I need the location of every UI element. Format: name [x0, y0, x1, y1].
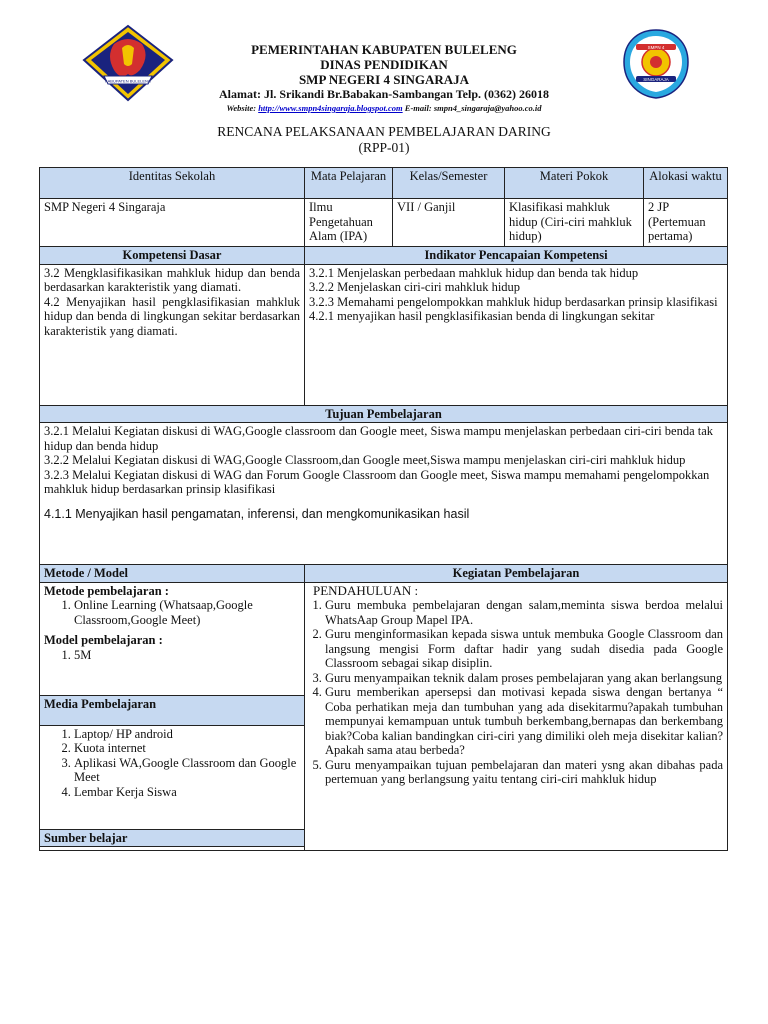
- ipk-item: 3.2.1 Menjelaskan perbedaan mahkluk hidup dan benda tak hidup: [309, 265, 639, 280]
- metode-list: [44, 598, 300, 627]
- tujuan-content-row: [40, 423, 728, 565]
- identity-subject: Ilmu Pengetahuan Alam (IPA): [305, 199, 393, 247]
- identity-header-class: Kelas/Semester: [393, 168, 505, 199]
- model-label: Model pembelajaran :: [44, 633, 163, 647]
- ipk-list: [305, 264, 728, 405]
- email-text: E-mail: smpn4_singaraja@yahoo.co.id: [402, 103, 542, 113]
- model-list: [44, 648, 300, 663]
- letterhead-department: DINAS PENDIDIKAN: [320, 57, 448, 72]
- media-item: 2. Kuota internet: [74, 741, 300, 756]
- letterhead-school: SMP NEGERI 4 SINGARAJA: [298, 72, 470, 87]
- metode-label: Metode pembelajaran :: [44, 583, 169, 598]
- metode-content: [40, 582, 305, 695]
- identity-header-row: [40, 168, 728, 199]
- pendahuluan-label: PENDAHULUAN :: [313, 582, 419, 598]
- kd-header: Kompetensi Dasar: [40, 247, 305, 265]
- letterhead: [150, 42, 618, 114]
- identity-time: 2 JP (Pertemuan pertama): [644, 199, 728, 247]
- kd-item: 4.2 Menyajikan hasil pengklasifikasian mahkluk hidup dan benda di lingkungan sekitar berdasarkan karakteristik yang diamati.: [44, 294, 300, 338]
- document-title: [0, 124, 768, 156]
- media-item: 1. Laptop/ HP android: [74, 727, 300, 742]
- metode-item: 1. Online Learning (Whatsaap,Google Classroom,Google Meet): [74, 598, 300, 627]
- kegiatan-item: 1. Guru membuka pembelajaran dengan salam,meminta siswa berdoa melalui WhatsAap Group Mapel IPA.: [325, 598, 723, 627]
- letterhead-contact: [150, 102, 618, 114]
- ipk-item: 3.2.3 Memahami pengelompokkan mahkluk hidup berdasarkan prinsip klasifikasi: [309, 294, 718, 309]
- identity-topic: Klasifikasi mahkluk hidup (Ciri-ciri mahkluk hidup): [505, 199, 644, 247]
- identity-header-subject: Mata Pelajaran: [305, 168, 393, 199]
- website-label: Website:: [226, 103, 259, 113]
- media-list: [44, 727, 300, 800]
- kd-item: 3.2 Mengklasifikasikan mahkluk hidup dan benda berdasarkan karakteristik yang diamati.: [44, 265, 300, 294]
- letterhead-government: PEMERINTAHAN KABUPATEN BULELENG: [251, 42, 517, 57]
- tujuan-header-row: [40, 405, 728, 423]
- logo-bottom-text: SINGARAJA: [643, 77, 669, 82]
- identity-header-school: Identitas Sekolah: [40, 168, 305, 199]
- sumber-header: Sumber belajar: [40, 829, 305, 847]
- metode-content-row: [40, 582, 728, 695]
- sumber-content: [40, 847, 305, 851]
- rpp-table: [39, 167, 728, 851]
- metode-header: Metode / Model: [40, 565, 305, 583]
- kegiatan-header: Kegiatan Pembelajaran: [305, 565, 728, 583]
- media-item: 4. Lembar Kerja Siswa: [74, 785, 300, 800]
- kegiatan-list: [309, 598, 723, 787]
- kd-list: [40, 264, 305, 405]
- model-item: 1. 5M: [74, 648, 300, 663]
- kegiatan-item: 5. Guru menyampaikan tujuan pembelajaran dan materi ysng akan dibahas pada pertemuan yang berlangsung yaitu tentang ciri-ciri mahkluk hidup: [325, 758, 723, 787]
- letterhead-address: Alamat: Jl. Srikandi Br.Babakan-Sambangan Telp. (0362) 26018: [219, 87, 549, 101]
- kegiatan-content: [305, 582, 728, 851]
- kegiatan-item: 2. Guru menginformasikan kepada siswa untuk membuka Google Classroom dan langsung mengisi Form daftar hadir yang sudah disedia pada Google Classroom sebagai sikap disiplin.: [325, 627, 723, 671]
- media-content: [40, 725, 305, 829]
- tujuan-item: 3.2.2 Melalui Kegiatan diskusi di WAG,Google Classroom,dan Google meet,Siswa mampu menjelaskan ciri-ciri mahkluk hidup: [44, 453, 686, 467]
- identity-class: VII / Ganjil: [393, 199, 505, 247]
- document-title-main: RENCANA PELAKSANAAN PEMBELAJARAN DARING: [217, 124, 551, 139]
- logo-banner-text: KABUPATEN BULELENG: [104, 78, 152, 84]
- website-link[interactable]: http://www.smpn4singaraja.blogspot.com: [258, 103, 403, 113]
- kompetensi-header-row: [40, 247, 728, 265]
- logo-top-text: SMPN 4: [647, 45, 665, 50]
- ipk-item: 4.2.1 menyajikan hasil pengklasifikasian benda di lingkungan sekitar: [309, 309, 655, 323]
- document-title-code: (RPP-01): [358, 140, 410, 155]
- media-header: Media Pembelajaran: [40, 695, 305, 725]
- tujuan-list: [40, 423, 728, 565]
- identity-header-topic: Materi Pokok: [505, 168, 644, 199]
- identity-header-time: Alokasi waktu: [644, 168, 728, 199]
- identity-school: SMP Negeri 4 Singaraja: [40, 199, 305, 247]
- kompetensi-content-row: [40, 264, 728, 405]
- tujuan-extra-item: 4.1.1 Menyajikan hasil pengamatan, inferensi, dan mengkomunikasikan hasil: [44, 506, 470, 521]
- ipk-item: 3.2.2 Menjelaskan ciri-ciri mahkluk hidup: [309, 280, 521, 294]
- kegiatan-item: 4. Guru memberikan apersepsi dan motivasi kepada siswa dengan bertanya “ Coba perhatikan meja dan tumbuhan yang ada disekitarmu?apakah tumbuhan mempunyai kemampuan untuk tumbuh berkembang,bernapas dan berkembang biak?Coba kalian bandingkan ciri-ciri yang dimiliki oleh meja disekitar kalian? Apakah sama atau berbeda?: [325, 685, 723, 758]
- media-item: 3. Aplikasi WA,Google Classroom dan Google Meet: [74, 756, 300, 785]
- kegiatan-item: 3. Guru menyampaikan teknik dalam proses pembelajaran yang akan berlangsung: [325, 671, 723, 686]
- identity-value-row: [40, 199, 728, 247]
- tujuan-item: 3.2.3 Melalui Kegiatan diskusi di WAG dan Forum Google Classroom dan Google meet, Siswa mampu memahami pengelompokkan mahkluk hidup berdasarkan prinsip klasifikasi: [44, 467, 710, 496]
- school-logo: [620, 28, 692, 100]
- tujuan-item: 3.2.1 Melalui Kegiatan diskusi di WAG,Google classroom dan Google meet, Siswa mampu menjelaskan perbedaan ciri-ciri benda tak hidup dan benda hidup: [44, 424, 714, 453]
- ipk-header: Indikator Pencapaian Kompetensi: [305, 247, 728, 265]
- tujuan-header: Tujuan Pembelajaran: [40, 405, 728, 423]
- metode-header-row: [40, 565, 728, 583]
